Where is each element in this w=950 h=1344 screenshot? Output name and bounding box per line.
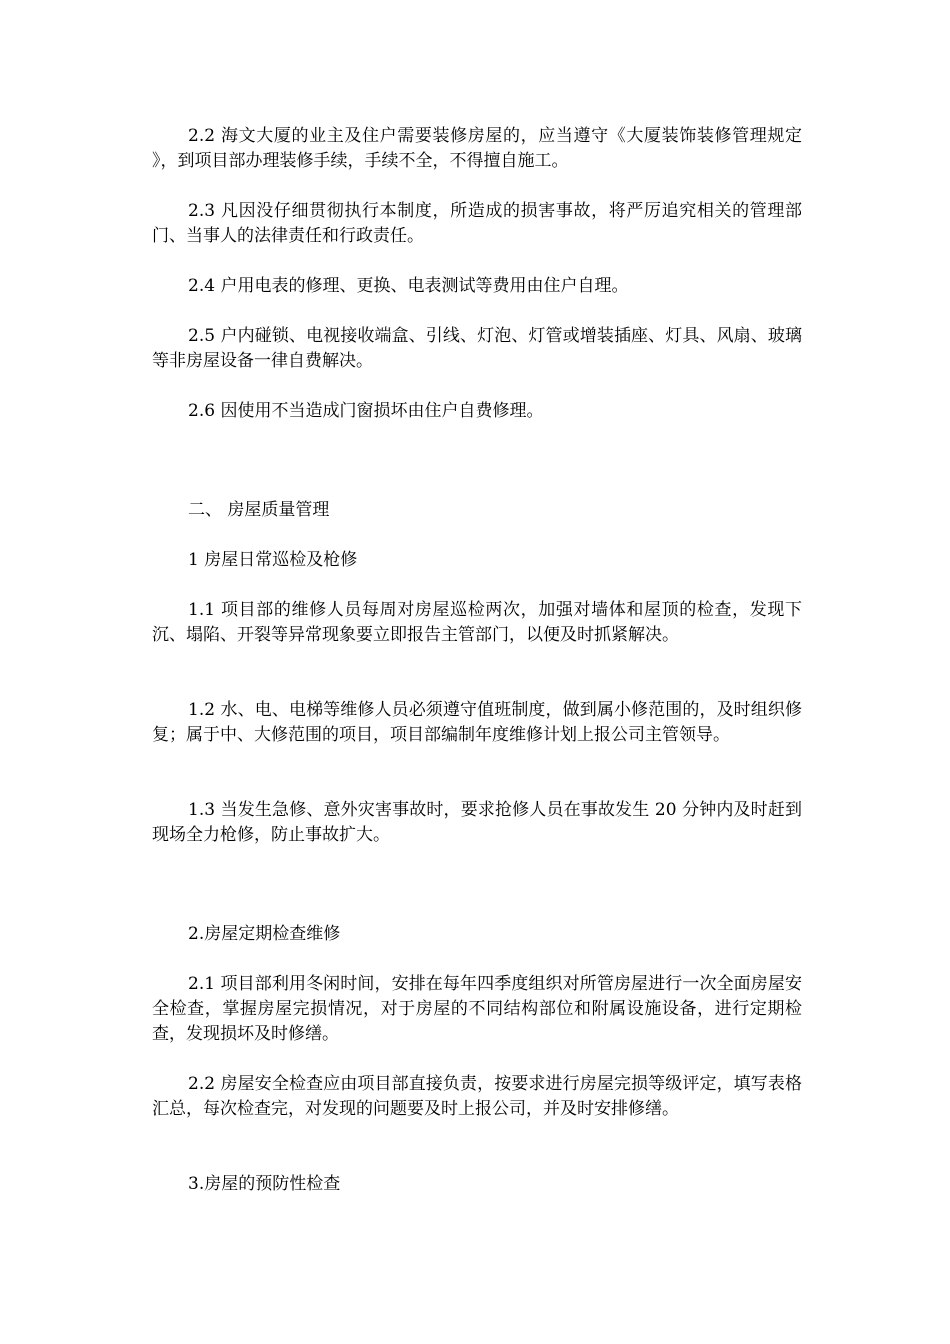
paragraph-2-2: 2.2 海文大厦的业主及住户需要装修房屋的，应当遵守《大厦装饰装修管理规定 》，到项目部办理装修手续，手续不全，不得擅自施工。	[152, 126, 802, 171]
paragraph-2-2b: 2.2 房屋安全检查应由项目部直接负责，按要求进行房屋完损等级评定，填写表格汇总，每次检查完，对发现的问题要及时上报公司，并及时安排修缮。	[152, 1074, 802, 1119]
subsection-heading-3: 3.房屋的预防性检查	[188, 1174, 341, 1194]
paragraph-2-6: 2.6 因使用不当造成门窗损坏由住户自费修理。	[188, 401, 544, 421]
section-heading: 二、 房屋质量管理	[188, 500, 330, 520]
paragraph-2-3: 2.3 凡因没仔细贯彻执行本制度，所造成的损害事故，将严厉追究相关的管理部门、当事人的法律责任和行政责任。	[152, 201, 802, 246]
subsection-heading-1: 1 房屋日常巡检及枪修	[188, 550, 358, 570]
paragraph-2-4: 2.4 户用电表的修理、更换、电表测试等费用由住户自理。	[188, 276, 629, 296]
paragraph-2-5: 2.5 户内碰锁、电视接收端盒、引线、灯泡、灯管或增装插座、灯具、风扇、玻璃等非房屋设备一律自费解决。	[152, 326, 802, 371]
paragraph-1-3: 1.3 当发生急修、意外灾害事故时，要求抢修人员在事故发生 20 分钟内及时赶到现场全力枪修，防止事故扩大。	[152, 800, 802, 845]
paragraph-1-2: 1.2 水、电、电梯等维修人员必须遵守值班制度，做到属小修范围的，及时组织修复；属于中、大修范围的项目，项目部编制年度维修计划上报公司主管领导。	[152, 700, 802, 745]
subsection-heading-2: 2.房屋定期检查维修	[188, 924, 341, 944]
paragraph-2-1b: 2.1 项目部利用冬闲时间，安排在每年四季度组织对所管房屋进行一次全面房屋安全检查，掌握房屋完损情况，对于房屋的不同结构部位和附属设施设备，进行定期检查，发现损坏及时修缮。	[152, 974, 802, 1044]
paragraph-1-1: 1.1 项目部的维修人员每周对房屋巡检两次，加强对墙体和屋顶的检查，发现下沉、塌陷、开裂等异常现象要立即报告主管部门，以便及时抓紧解决。	[152, 600, 802, 645]
